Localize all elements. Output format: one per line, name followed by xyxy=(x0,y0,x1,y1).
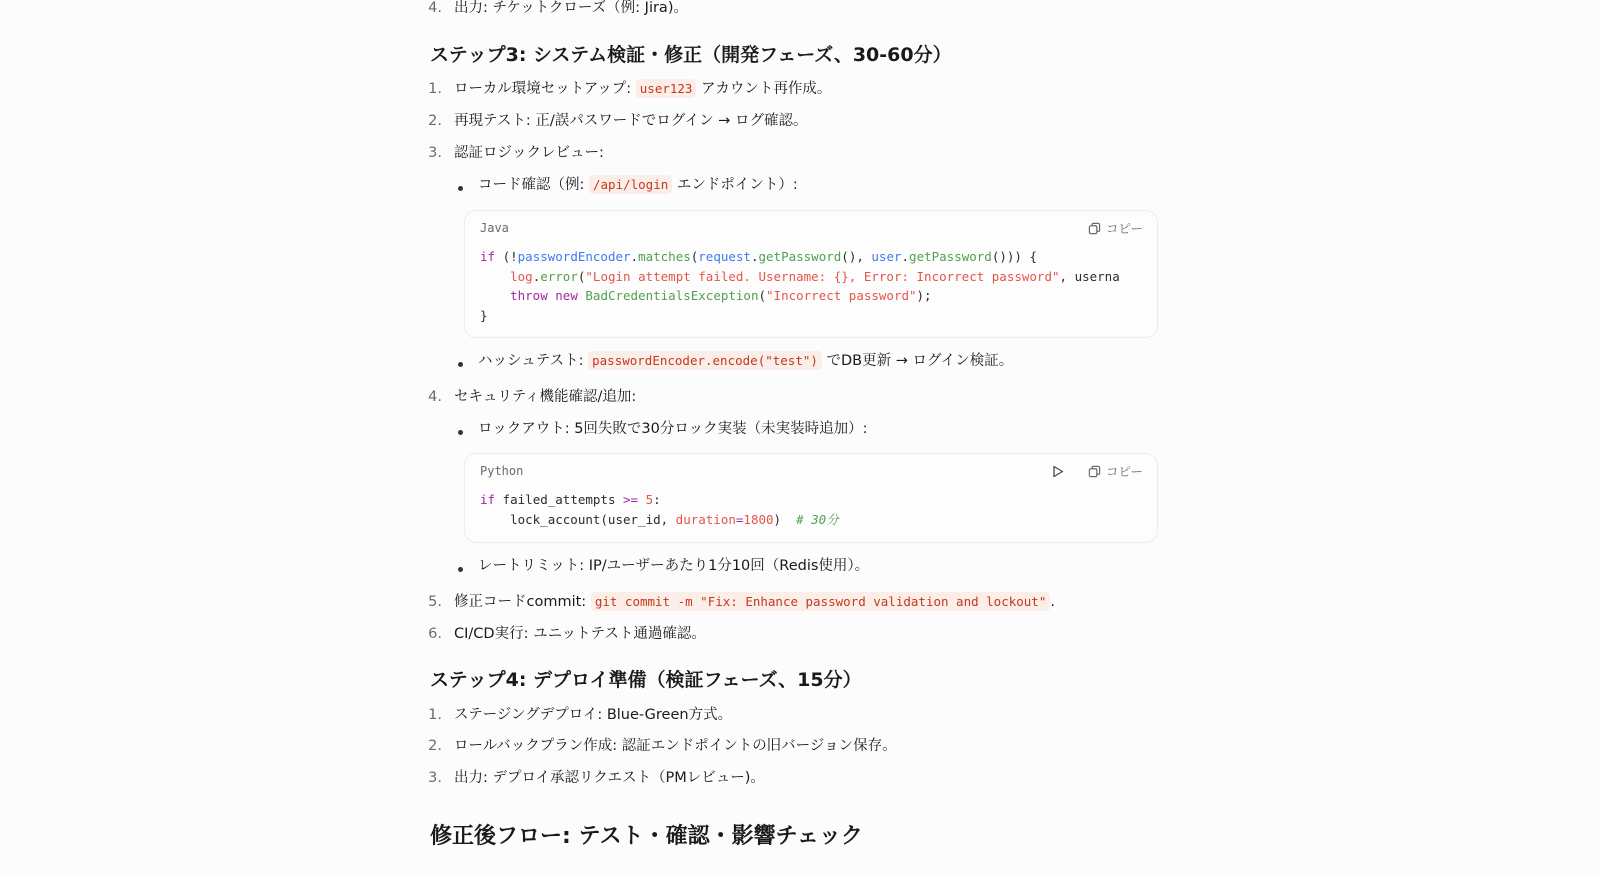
copy-icon xyxy=(1088,222,1101,235)
inline-code: /api/login xyxy=(589,175,672,194)
copy-label: コピー xyxy=(1105,464,1143,479)
list-item-text: CI/CD実行: ユニットテスト通過確認。 xyxy=(454,626,706,642)
code-actions xyxy=(1052,462,1143,480)
code-language-label: Java xyxy=(480,221,509,235)
list-item-text: 出力: デプロイ承認リクエスト（PMレビュー)。 xyxy=(454,770,765,786)
step3-heading: ステップ3: システム検証・修正（開発フェーズ、30-60分） xyxy=(430,44,952,66)
bullet-item-text: ハッシュテスト: xyxy=(478,353,589,369)
list-item-text: 認証ロジックレビュー: xyxy=(454,145,604,161)
bullet-item-text: レートリミット: IP/ユーザーあたり1分10回（Redis使用）。 xyxy=(478,558,870,574)
code-body: if (!passwordEncoder.matches(request.getPassword(), user.getPassword())) { log.error("Login attempt failed. Username: {}, Error: Incorrect password", userna throw new BadCredentialsException("Incorrect password"); } xyxy=(480,249,1120,323)
bullet-item-text: ロックアウト: 5回失敗で30分ロック実装（未実装時追加）: xyxy=(478,421,868,437)
list-item-text: セキュリティ機能確認/追加: xyxy=(454,389,637,405)
list-item-text: 出力: チケットクローズ（例: Jira)。 xyxy=(454,0,688,16)
bullet xyxy=(458,430,463,435)
list-item-text: ロールバックプラン作成: 認証エンドポイントの旧バージョン保存。 xyxy=(454,738,897,754)
bullet xyxy=(458,362,463,367)
list-number: 6. xyxy=(428,626,442,642)
list-number: 1. xyxy=(428,81,442,97)
java-code-block xyxy=(464,210,1158,338)
list-item-text: 修正コードcommit: xyxy=(454,594,591,610)
list-item xyxy=(454,79,831,99)
list-item-text: ローカル環境セットアップ: xyxy=(454,81,636,97)
copy-icon xyxy=(1088,465,1101,478)
bullet xyxy=(458,567,463,572)
inline-code: passwordEncoder.encode("test") xyxy=(588,351,822,370)
list-number: 4. xyxy=(428,389,442,405)
run-icon xyxy=(1052,465,1064,478)
step4-heading: ステップ4: デプロイ準備（検証フェーズ、15分） xyxy=(430,669,862,691)
list-item-text: . xyxy=(1050,594,1055,610)
list-item-text: 再現テスト: 正/誤パスワードでログイン → ログ確認。 xyxy=(454,113,808,129)
list-number: 1. xyxy=(428,707,442,723)
code-language-label: Python xyxy=(480,464,524,478)
bullet-item xyxy=(478,351,1013,371)
list-number: 3. xyxy=(428,770,442,786)
list-number: 5. xyxy=(428,594,442,610)
list-number: 3. xyxy=(428,145,442,161)
list-item xyxy=(454,592,1055,612)
code-body: if failed_attempts >= 5: lock_account(user_id, duration=1800) # 30分 xyxy=(480,492,839,527)
copy-label: コピー xyxy=(1105,221,1143,236)
section-heading: 修正後フロー: テスト・確認・影響チェック xyxy=(430,824,863,849)
list-item-text: ステージングデプロイ: Blue-Green方式。 xyxy=(454,707,733,723)
bullet-item-text: でDB更新 → ログイン検証。 xyxy=(821,353,1014,369)
python-code-block xyxy=(464,453,1158,543)
list-item-text: アカウント再作成。 xyxy=(696,81,832,97)
bullet-item xyxy=(478,175,798,195)
bullet-item-text: エンドポイント）: xyxy=(672,177,798,193)
bullet xyxy=(458,186,463,191)
inline-code: user123 xyxy=(636,79,697,98)
copy-button[interactable] xyxy=(1088,219,1143,237)
list-number: 4. xyxy=(428,0,442,16)
copy-button[interactable] xyxy=(1088,462,1143,480)
list-number: 2. xyxy=(428,738,442,754)
inline-code: git commit -m "Fix: Enhance password validation and lockout" xyxy=(591,592,1051,611)
list-number: 2. xyxy=(428,113,442,129)
code-actions xyxy=(1088,219,1143,237)
bullet-item-text: コード確認（例: xyxy=(478,177,589,193)
run-button[interactable] xyxy=(1052,465,1064,478)
